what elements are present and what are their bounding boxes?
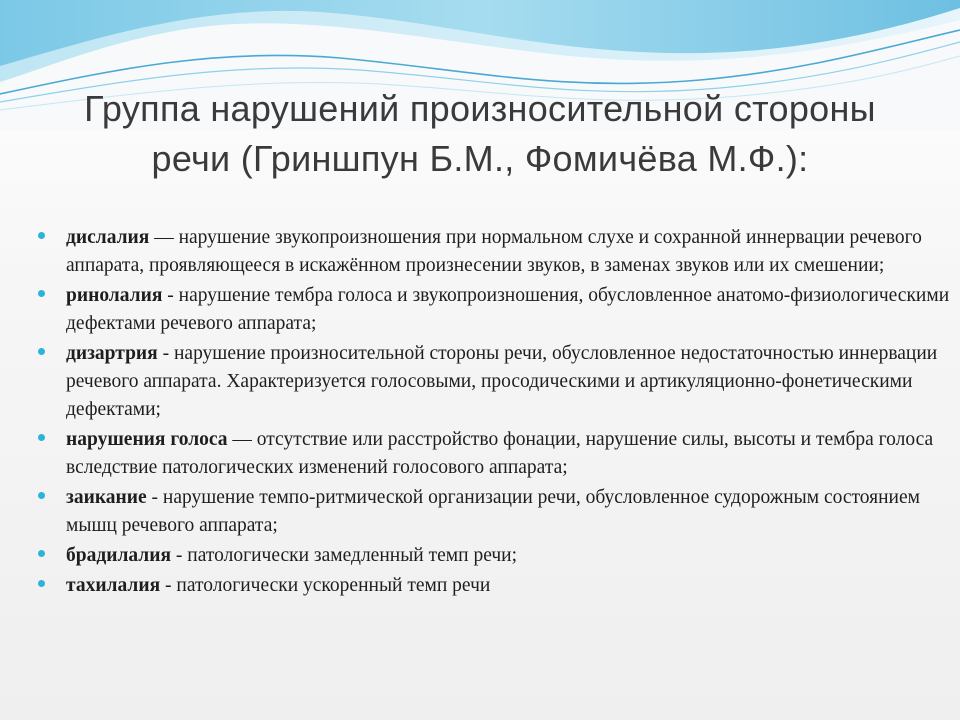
- list-item-dyslalia: [36, 224, 952, 280]
- disorders-list: [36, 224, 952, 602]
- list-item-rhinolalia: [36, 282, 952, 338]
- slide-title-line-2: речи (Гриншпун Б.М., Фомичёва М.Ф.):: [151, 138, 809, 179]
- term: тахилалия: [66, 575, 161, 596]
- slide-title: [40, 84, 920, 184]
- term: брадилалия: [66, 545, 172, 566]
- definition: - нарушение темпо-ритмической организации речи, обусловленное судорожным состоянием мышц речевого аппарата;: [66, 487, 920, 536]
- slide-title-line-1: Группа нарушений произносительной стороны: [84, 88, 876, 129]
- definition: — отсутствие или расстройство фонации, нарушение силы, высоты и тембра голоса вследствие патологических изменений голосового аппарата;: [66, 429, 934, 478]
- list-item-bradylalia: [36, 542, 952, 570]
- bullet-icon: [38, 550, 45, 557]
- bullet-icon: [38, 434, 45, 441]
- term: дислалия: [66, 227, 150, 248]
- bullet-icon: [38, 348, 45, 355]
- term: нарушения голоса: [66, 429, 228, 450]
- definition: — нарушение звукопроизношения при нормальном слухе и сохранной иннервации речевого аппарата, проявляющееся в искажённом произнесении звуков, в заменах звуков или их смешении;: [66, 227, 922, 276]
- bullet-icon: [38, 492, 45, 499]
- definition: - нарушение тембра голоса и звукопроизношения, обусловленное анатомо-физиологическими дефектами речевого аппарата;: [66, 285, 950, 334]
- list-item-voice-disorders: [36, 426, 952, 482]
- bullet-icon: [38, 232, 45, 239]
- term: ринолалия: [66, 285, 163, 306]
- list-item-tachylalia: [36, 572, 952, 600]
- definition: - патологически замедленный темп речи;: [171, 545, 518, 566]
- list-item-dysarthria: [36, 340, 952, 424]
- definition: - патологически ускоренный темп речи: [160, 575, 491, 596]
- term: дизартрия: [66, 343, 158, 364]
- definition: - нарушение произносительной стороны речи, обусловленное недостаточностью иннервации речевого аппарата. Характеризуется голосовыми, просодическими и артикуляционно-фонетическими дефектами;: [66, 343, 938, 420]
- term: заикание: [66, 487, 147, 508]
- bullet-icon: [38, 290, 45, 297]
- bullet-icon: [38, 580, 45, 587]
- list-item-stuttering: [36, 484, 952, 540]
